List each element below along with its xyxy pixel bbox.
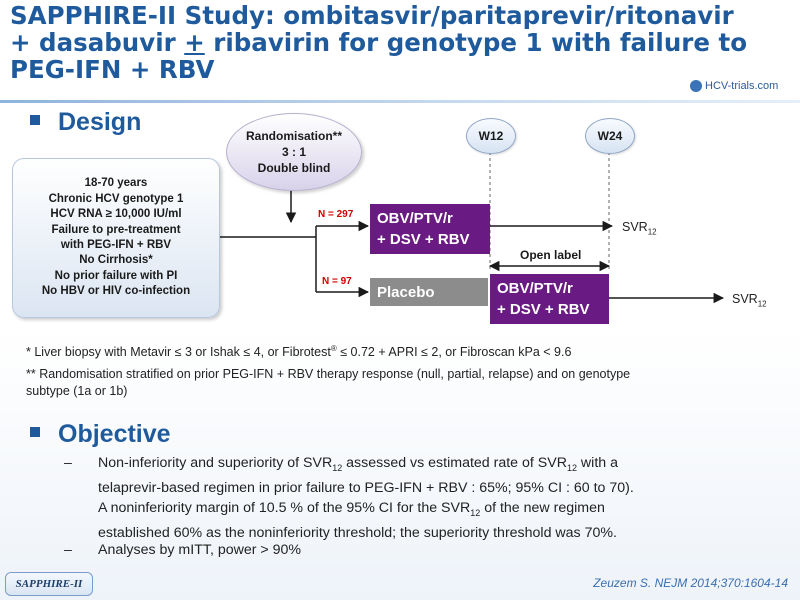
inclusion-criteria-box	[12, 158, 220, 318]
criterion: No HBV or HIV co-infection	[41, 285, 191, 298]
criterion: Chronic HCV genotype 1	[48, 192, 184, 205]
hcv-trials-logo: HCV-trials.com	[690, 76, 790, 96]
reference-citation: Zeuzem S. NEJM 2014;370:1604-14	[593, 576, 788, 590]
w12-marker: W12	[466, 118, 516, 154]
objective-line: telaprevir-based regimen in prior failure to PEG-IFN + RBV : 65%; 95% CI : 60 to 70).	[98, 479, 634, 496]
w24-marker: W24	[585, 118, 635, 154]
objective-line: established 60% as the noninferiority threshold; the superiority threshold was 70%.	[98, 524, 617, 541]
objective-line: Non-inferiority and superiority of $SVR_{12}$ assessed vs estimated rate of $SVR_{12}$ with a	[98, 455, 618, 473]
footnote-randomisation: ** Randomisation stratified on prior PEG-IFN + RBV therapy response (null, partial, relapse) and on genotype subtype (1a or 1b)	[26, 367, 631, 398]
square-bullet-icon	[30, 427, 40, 437]
objective-line: A noninferiority margin of 10.5 % of the 95% CI for the $SVR_{12}$ of the new regimen	[98, 499, 605, 518]
title-line-1: SAPPHIRE-II Study: ombitasvir/paritaprevir/ritonavir	[10, 1, 734, 30]
arm2-n-label: N = 97	[322, 276, 352, 287]
placebo-box: Placebo	[370, 278, 488, 306]
footnote-liver-biopsy: * Liver biopsy with Metavir ≤ 3 or Ishak ≤ 4, or Fibrotest® ≤ 0.72 + APRI ≤ 2, or Fibroscan kPa < 9.6	[26, 344, 572, 360]
design-heading: Design	[30, 108, 141, 137]
title-line-2: + dasabuvir + ribavirin for genotype 1 with failure to	[10, 28, 748, 57]
title-line-3: PEG-IFN + RBV	[10, 55, 215, 84]
arm1-n-label: N = 297	[318, 209, 354, 220]
criterion: with PEG-IFN + RBV	[60, 239, 172, 251]
objective-point-1: – Non-inferiority and superiority of $SVR_{12}$ assessed vs estimated rate of $SVR_{12}$ with a telaprevir-based regimen in prior failure to PEG-IFN + RBV : 65%; 95% CI : 60 to 70). A noninferiority margin of 10.5 % of the 95% CI for the $SVR_{12}$ of the new regimen established 60% as the noninferiority threshold; the superiority threshold was 70%.	[64, 453, 764, 543]
criterion: No prior failure with PI	[54, 269, 178, 282]
arm1-svr-label: $SVR_{12}$	[622, 220, 657, 237]
objective-point-2: – Analyses by mITT, power > 90%	[64, 542, 302, 558]
arm2-svr-label: $SVR_{12}$	[732, 292, 767, 309]
arm2-treatment-box: OBV/PTV/r + DSV + RBV	[490, 274, 609, 324]
randomisation-ellipse: Randomisation** 3 : 1 Double blind	[226, 113, 362, 191]
objective-heading: Objective	[30, 420, 171, 449]
study-tag: SAPPHIRE-II	[5, 572, 93, 596]
criterion: HCV RNA ≥ 10,000 IU/ml	[50, 208, 182, 221]
criterion: 18-70 years	[84, 177, 148, 190]
open-label-text: Open label	[520, 248, 582, 262]
criterion: No Cirrhosis*	[79, 254, 153, 267]
arm1-treatment-box: OBV/PTV/r + DSV + RBV	[370, 204, 490, 254]
criterion: Failure to pre-treatment	[51, 223, 181, 236]
